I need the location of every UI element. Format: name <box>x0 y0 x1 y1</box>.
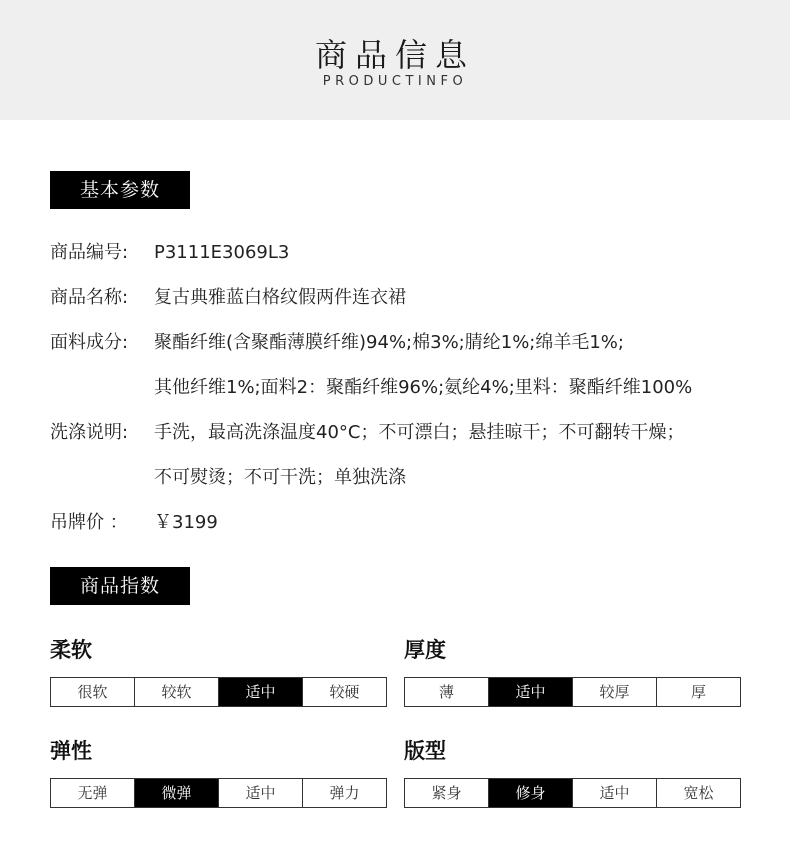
index-title-thickness: 厚度 <box>404 638 446 662</box>
info-value: 聚酯纤维(含聚酯薄膜纤维)94%;棉3%;腈纶1%;绵羊毛1%; <box>154 332 624 353</box>
fit-scale <box>404 778 741 808</box>
info-value: P3111E3069L3 <box>154 242 290 263</box>
info-value-washing-continued: 不可熨烫；不可干洗；单独洗涤 <box>154 467 406 488</box>
thickness-option: 适中 <box>489 678 573 706</box>
index-title-fit: 版型 <box>404 739 446 763</box>
elasticity-option: 适中 <box>219 779 303 807</box>
info-key: 吊牌价 ： <box>50 512 128 533</box>
softness-option: 很软 <box>51 678 135 706</box>
thickness-scale <box>404 677 741 707</box>
info-key: 面料成分: <box>50 332 129 353</box>
info-value: ￥3199 <box>154 512 218 533</box>
info-value-fabric-continued: 其他纤维1%;面料2：聚酯纤维96%;氨纶4%;里料：聚酯纤维100% <box>154 377 693 398</box>
elasticity-option: 微弹 <box>135 779 219 807</box>
info-key: 商品编号: <box>50 242 129 263</box>
info-value: 复古典雅蓝白格纹假两件连衣裙 <box>154 287 406 308</box>
info-row-name <box>50 283 406 309</box>
elasticity-option: 无弹 <box>51 779 135 807</box>
info-key: 商品名称: <box>50 287 129 308</box>
section-label-basic: 基本参数 <box>50 171 190 209</box>
page-title: 商品信息 <box>314 36 475 74</box>
fit-option: 宽松 <box>683 784 714 802</box>
info-row-fabric <box>50 328 624 354</box>
softness-scale <box>50 677 387 707</box>
thickness-option: 厚 <box>690 683 706 701</box>
softness-option: 适中 <box>219 678 303 706</box>
info-key: 洗涤说明: <box>50 422 129 443</box>
softness-option: 较硬 <box>329 683 360 701</box>
section-label-index: 商品指数 <box>50 567 190 605</box>
info-row-washing <box>50 418 684 444</box>
thickness-option: 较厚 <box>573 678 657 706</box>
page-subtitle: PRODUCTINFO <box>322 74 468 89</box>
info-row-price <box>50 508 218 534</box>
info-row-code <box>50 238 289 264</box>
thickness-option: 薄 <box>405 678 489 706</box>
fit-option: 紧身 <box>405 779 489 807</box>
softness-option: 较软 <box>135 678 219 706</box>
elasticity-scale <box>50 778 387 808</box>
fit-option: 适中 <box>573 779 657 807</box>
info-value: 手洗，最高洗涤温度40°C；不可漂白；悬挂晾干；不可翻转干燥； <box>154 422 685 443</box>
index-title-softness: 柔软 <box>50 638 92 662</box>
page-header <box>0 0 790 120</box>
elasticity-option: 弹力 <box>329 784 360 802</box>
index-title-elasticity: 弹性 <box>50 739 92 763</box>
fit-option: 修身 <box>489 779 573 807</box>
